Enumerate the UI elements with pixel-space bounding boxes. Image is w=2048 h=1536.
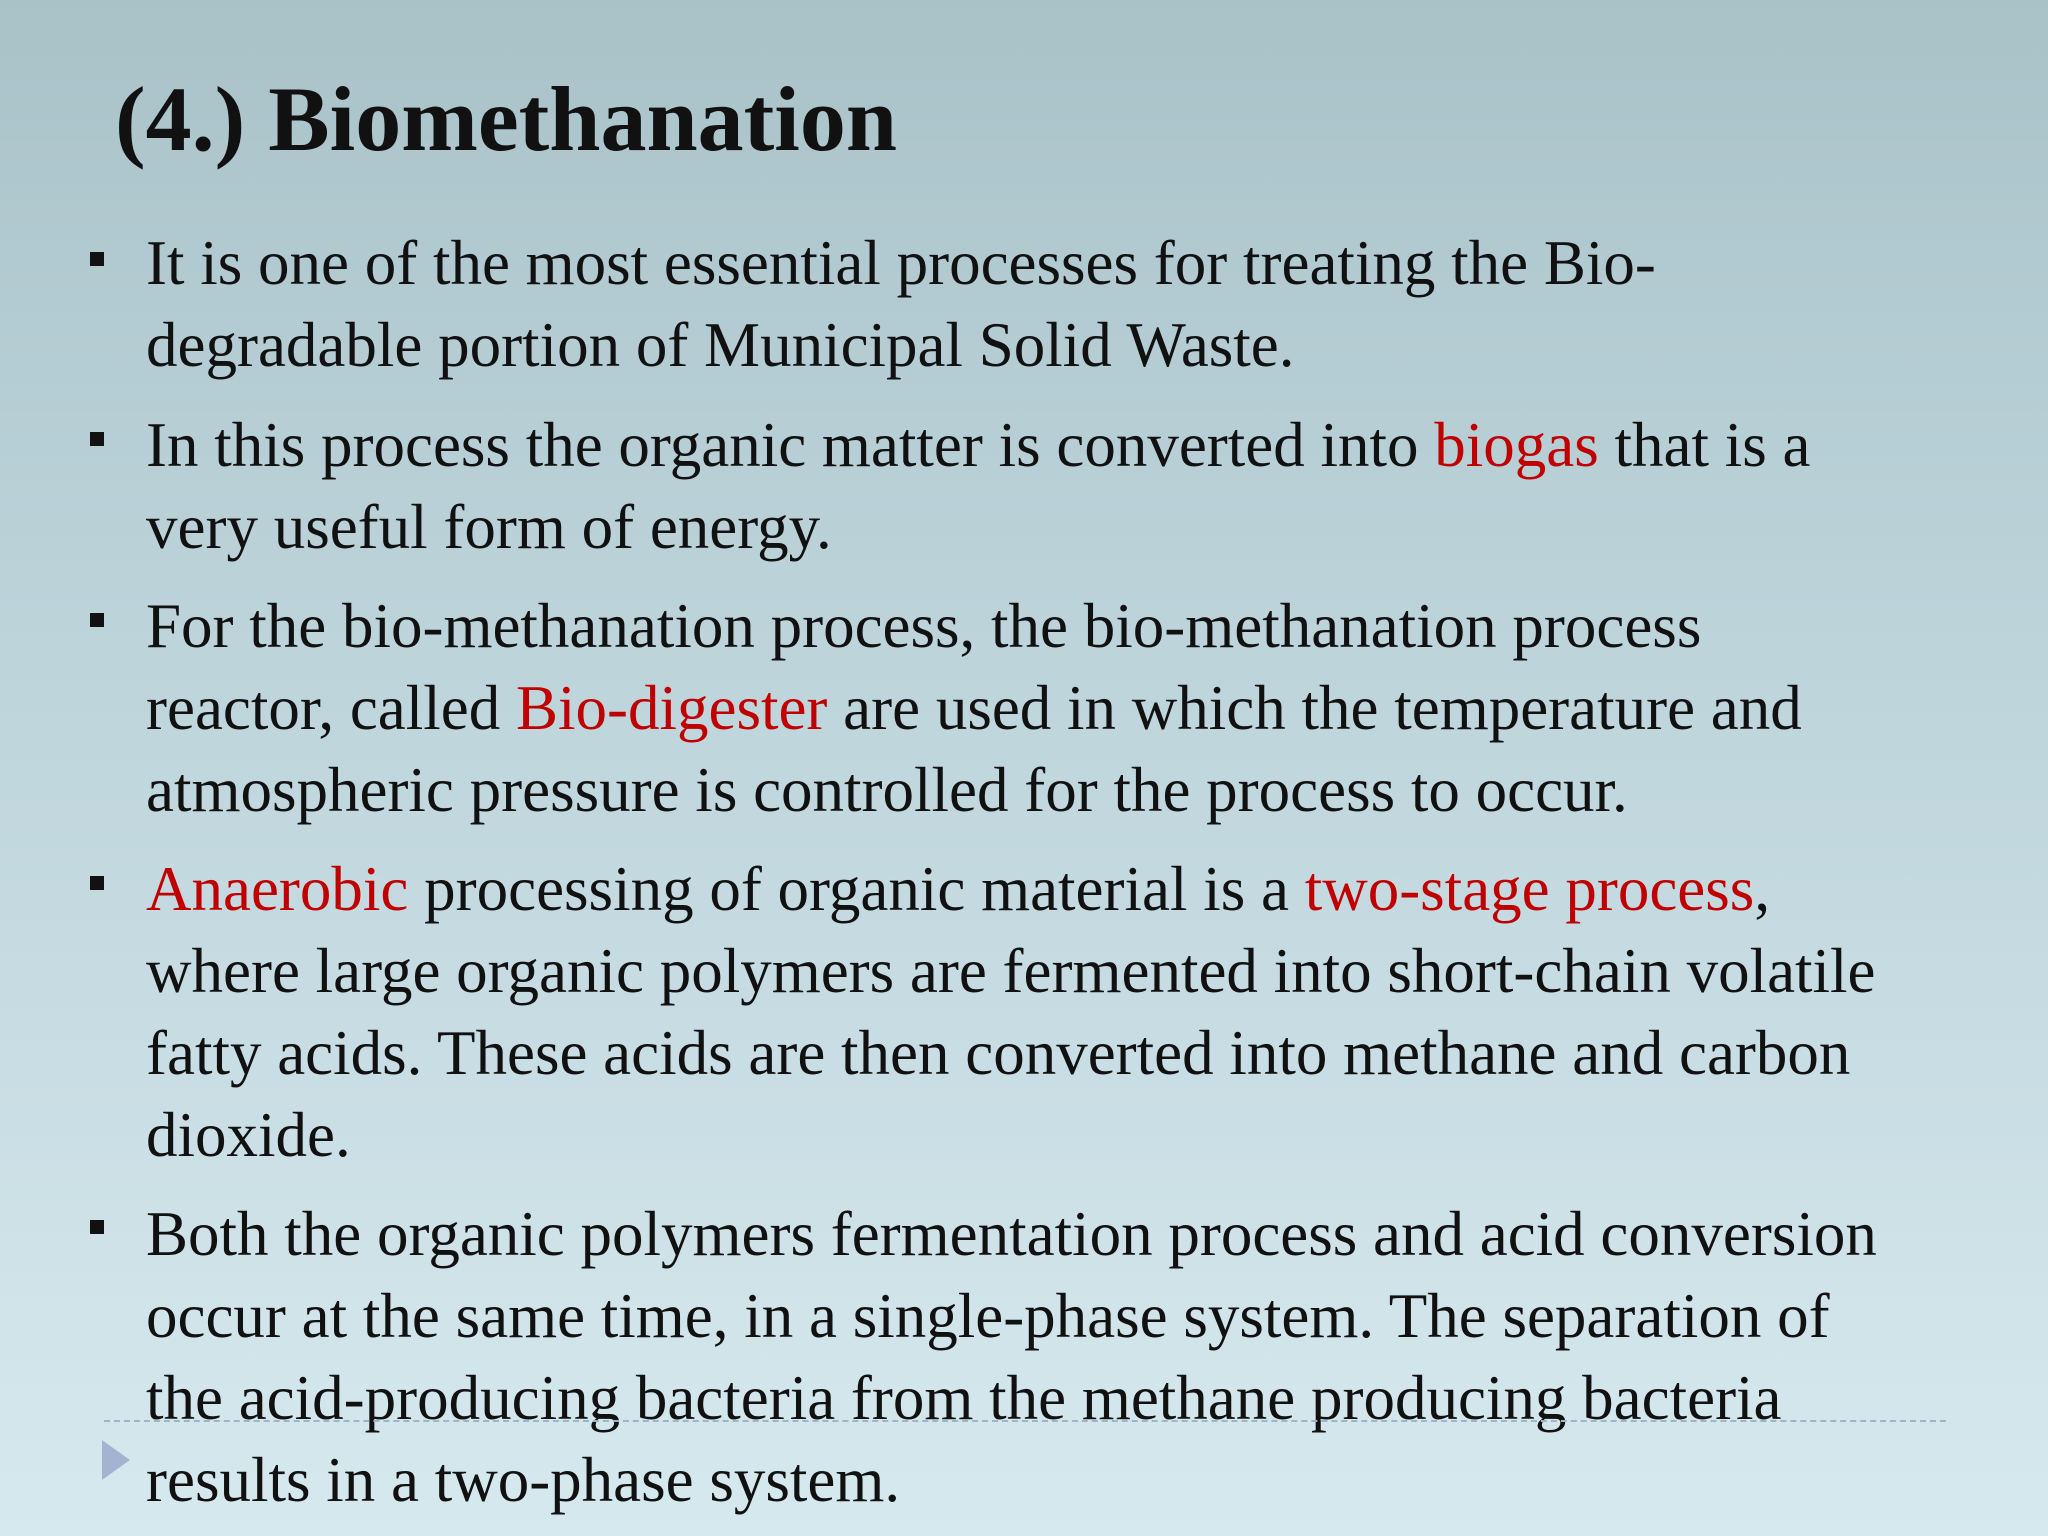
- bullet-text: In this process the organic matter is converted into: [146, 410, 1435, 480]
- bullet-text: degradable portion of Municipal Solid Waste.: [146, 310, 1295, 380]
- bullet-text: the acid-producing bacteria from the methane producing bacteria: [146, 1363, 1782, 1433]
- bullet-line: [146, 304, 2026, 386]
- highlighted-term: Bio-digester: [515, 673, 828, 743]
- bullet-line: [146, 749, 2026, 831]
- bullet-line: [146, 667, 2026, 749]
- bullet-item: [146, 585, 2026, 831]
- bullet-line: [146, 848, 2026, 930]
- bullet-text: are used in which the temperature and: [827, 673, 1802, 743]
- square-bullet-icon: [90, 613, 104, 627]
- bullet-text: It is one of the most essential processes for treating the Bio-: [146, 228, 1656, 298]
- bullet-line: [146, 404, 2026, 486]
- bullet-line: [146, 585, 2026, 667]
- bullet-text: reactor, called: [146, 673, 516, 743]
- highlighted-term: biogas: [1434, 410, 1599, 480]
- bullet-item: [146, 1193, 2026, 1521]
- square-bullet-icon: [90, 252, 104, 266]
- slide-title: (4.) Biomethanation: [115, 68, 897, 170]
- bullet-line: [146, 1094, 2026, 1176]
- highlighted-term: two-stage process: [1304, 854, 1755, 924]
- bullet-line: [146, 1357, 2026, 1439]
- bullet-text: processing of organic material is a: [408, 854, 1305, 924]
- bullet-text: dioxide.: [146, 1100, 351, 1170]
- bullet-line: [146, 222, 2026, 304]
- bullet-text: ,: [1754, 854, 1771, 924]
- bullet-text: occur at the same time, in a single-phase system. The separation of: [146, 1281, 1830, 1351]
- bullet-line: [146, 1439, 2026, 1521]
- bullet-text: For the bio-methanation process, the bio-methanation process: [146, 591, 1702, 661]
- square-bullet-icon: [90, 432, 104, 446]
- square-bullet-icon: [90, 876, 104, 890]
- bullet-line: [146, 1275, 2026, 1357]
- bullet-line: [146, 486, 2026, 568]
- bullet-line: [146, 1012, 2026, 1094]
- highlighted-term: Anaerobic: [146, 854, 409, 924]
- square-bullet-icon: [90, 1220, 104, 1234]
- bullet-line: [146, 1193, 2026, 1275]
- footer-divider: [104, 1420, 1946, 1422]
- bullet-item: [146, 404, 2026, 568]
- bullet-item: [146, 848, 2026, 1176]
- bullet-text: fatty acids. These acids are then converted into methane and carbon: [146, 1018, 1851, 1088]
- bullet-text: atmospheric pressure is controlled for the process to occur.: [146, 755, 1628, 825]
- next-slide-arrow-icon[interactable]: [102, 1440, 130, 1480]
- bullet-text: very useful form of energy.: [146, 492, 832, 562]
- bullet-text: Both the organic polymers fermentation process and acid conversion: [146, 1199, 1877, 1269]
- bullet-item: [146, 222, 2026, 386]
- bullet-line: [146, 930, 2026, 1012]
- bullet-text: where large organic polymers are fermented into short-chain volatile: [146, 936, 1876, 1006]
- bullet-text: that is a: [1598, 410, 1811, 480]
- bullet-text: results in a two-phase system.: [146, 1445, 901, 1515]
